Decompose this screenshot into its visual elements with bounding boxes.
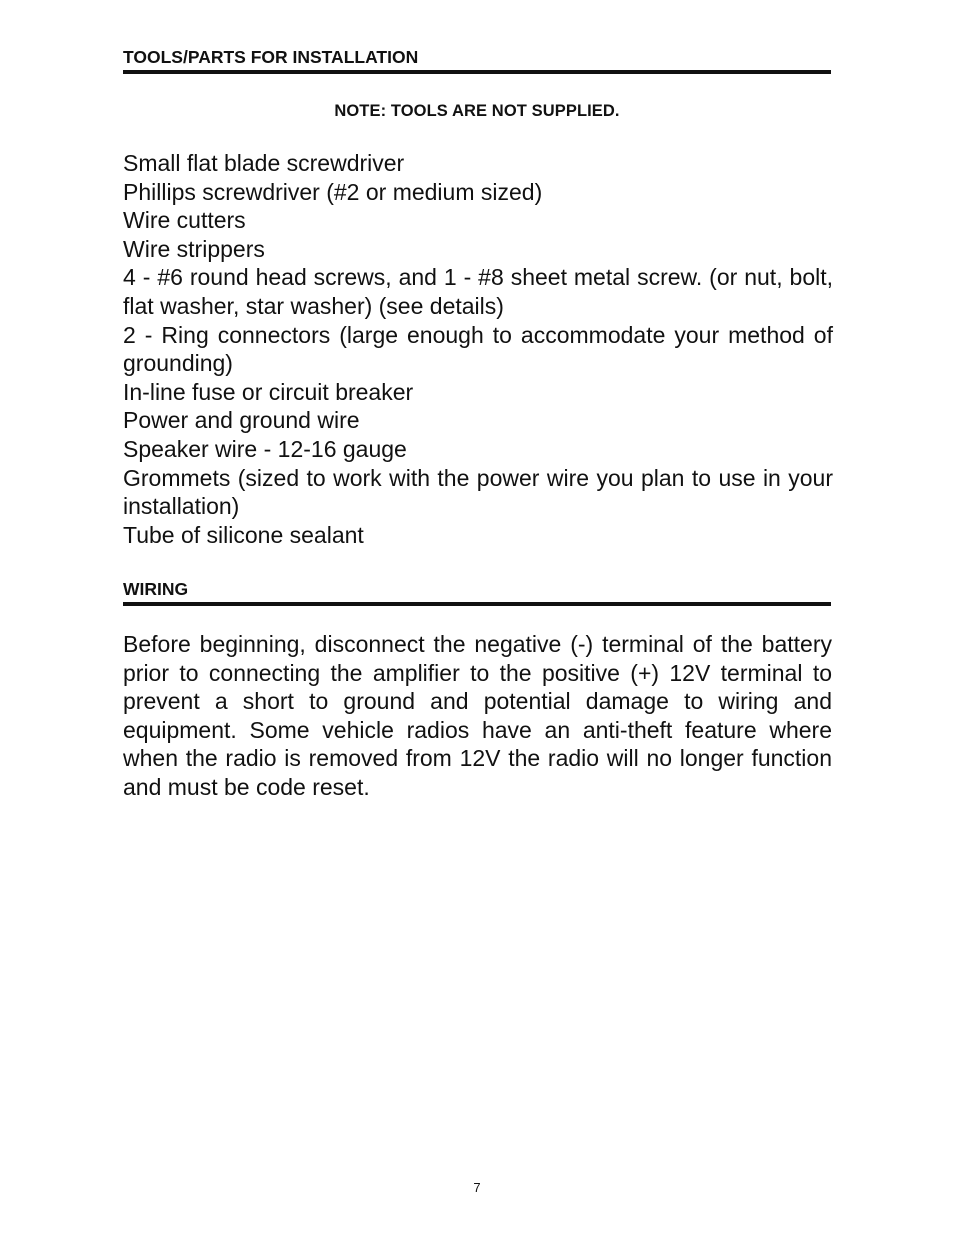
section-heading-tools-parts: TOOLS/PARTS FOR INSTALLATION — [123, 47, 831, 74]
list-item: Small flat blade screwdriver — [123, 150, 405, 176]
list-item: In-line fuse or circuit breaker — [123, 378, 414, 405]
list-item: Wire strippers — [123, 235, 265, 262]
list-item: Speaker wire - 12-16 gauge — [123, 435, 407, 462]
wiring-paragraph: Before beginning, disconnect the negative (-) terminal of the battery prior to connecting the amplifier to the positive (+) 12V terminal to prevent a short to ground and potential damage to wiring and equipment. Some vehicle radios have an anti-theft feature where when the radio is removed from 12V the radio will no longer function and must be code reset. — [123, 631, 832, 800]
list-item: 4 - #6 round head screws, and 1 - #8 sheet metal screw. (or nut, bolt, flat washer, star washer) (see details) — [123, 264, 833, 319]
list-item: Power and ground wire — [123, 407, 360, 434]
list-item: Phillips screwdriver (#2 or medium sized) — [123, 178, 543, 205]
tools-parts-list — [123, 149, 833, 549]
list-item: Grommets (sized to work with the power wire you plan to use in your installation) — [123, 464, 833, 520]
list-item: Tube of silicone sealant — [123, 521, 364, 548]
list-item: 2 - Ring connectors (large enough to accommodate your method of grounding) — [123, 321, 833, 377]
list-item: Wire cutters — [123, 207, 246, 234]
section-heading-wiring: WIRING — [123, 579, 831, 606]
tools-not-supplied-note: NOTE: TOOLS ARE NOT SUPPLIED. — [334, 102, 620, 120]
page-number: 7 — [473, 1180, 481, 1195]
